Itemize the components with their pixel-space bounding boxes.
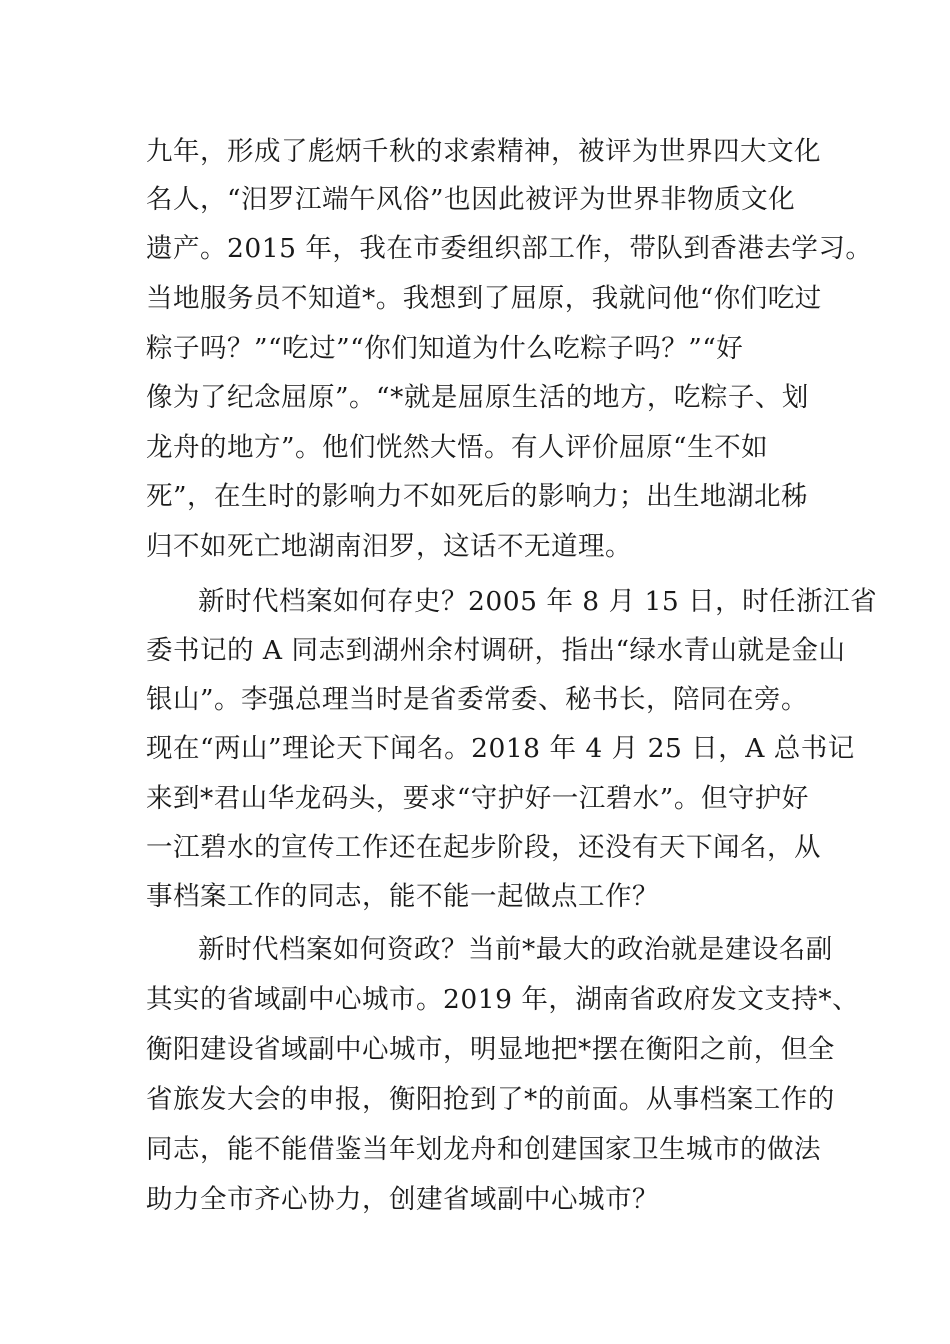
text-line: 衡阳建设省域副中心城市，明显地把*摆在衡阳之前，但全 xyxy=(146,1034,835,1065)
text-line: 新时代档案如何资政？当前*最大的政治就是建设名副 xyxy=(198,934,833,965)
text-line: 同志，能不能借鉴当年划龙舟和创建国家卫生城市的做法 xyxy=(146,1134,821,1165)
text-line: 归不如死亡地湖南汨罗，这话不无道理。 xyxy=(146,531,632,562)
text-line: 助力全市齐心协力，创建省域副中心城市？ xyxy=(146,1184,659,1215)
text-line: 现在“两山”理论天下闻名。2018 年 4 月 25 日，A 总书记 xyxy=(146,733,855,764)
text-line: 九年，形成了彪炳千秋的求索精神，被评为世界四大文化 xyxy=(146,136,821,167)
text-line: 当地服务员不知道*。我想到了屈原，我就问他“你们吃过 xyxy=(146,283,822,314)
text-line: 名人，“汨罗江端午风俗”也因此被评为世界非物质文化 xyxy=(146,184,796,215)
text-line: 龙舟的地方”。他们恍然大悟。有人评价屈原“生不如 xyxy=(146,432,769,463)
text-line: 新时代档案如何存史？2005 年 8 月 15 日，时任浙江省 xyxy=(198,586,878,617)
text-line: 其实的省域副中心城市。2019 年，湖南省政府发文支持*、 xyxy=(146,984,860,1015)
text-line: 省旅发大会的申报，衡阳抢到了*的前面。从事档案工作的 xyxy=(146,1084,835,1115)
text-line: 像为了纪念屈原”。“*就是屈原生活的地方，吃粽子、划 xyxy=(146,382,809,413)
text-line: 银山”。李强总理当时是省委常委、秘书长，陪同在旁。 xyxy=(146,684,809,715)
text-line: 遗产。2015 年，我在市委组织部工作，带队到香港去学习。 xyxy=(146,233,873,264)
text-line: 事档案工作的同志，能不能一起做点工作？ xyxy=(146,881,659,912)
text-line: 来到*君山华龙码头，要求“守护好一江碧水”。但守护好 xyxy=(146,783,809,814)
text-line: 一江碧水的宣传工作还在起步阶段，还没有天下闻名，从 xyxy=(146,832,821,863)
text-line: 死”，在生时的影响力不如死后的影响力；出生地湖北秭 xyxy=(146,481,809,512)
text-line: 委书记的 A 同志到湖州余村调研，指出“绿水青山就是金山 xyxy=(146,635,846,666)
text-line: 粽子吗？”“吃过”“你们知道为什么吃粽子吗？”“好 xyxy=(146,333,744,364)
